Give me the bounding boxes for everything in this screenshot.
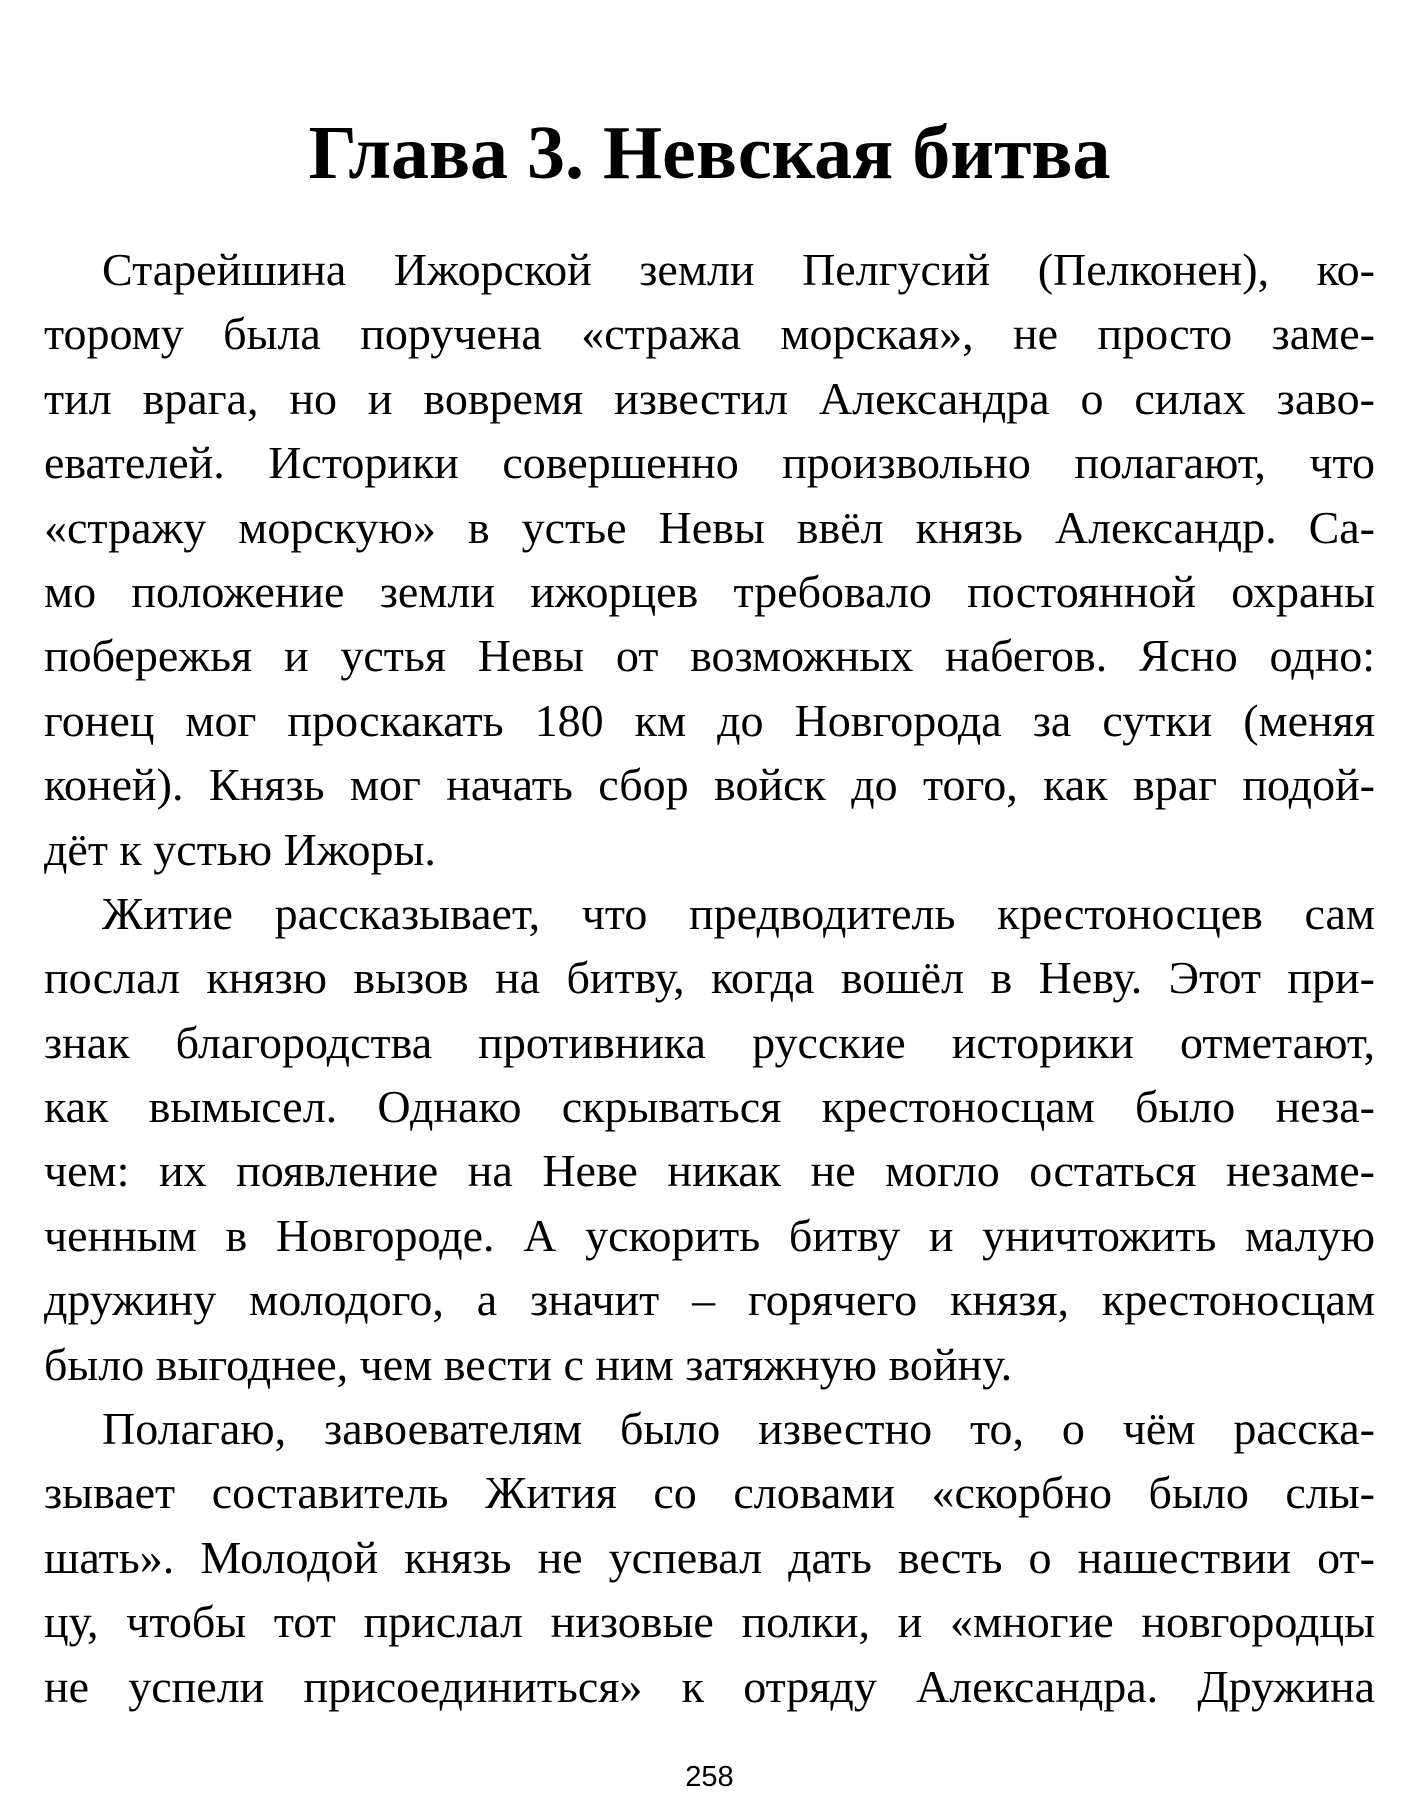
text-line: Полагаю, завоевателям было известно то, о чём расска-	[102, 1403, 1375, 1455]
text-line: зывает составитель Жития со словами «скорбно было слы-	[44, 1467, 1375, 1519]
paragraph-1	[44, 238, 1375, 882]
text-line: гонец мог проскакать 180 км до Новгорода за сутки (меняя	[44, 694, 1375, 746]
text-line: «стражу морскую» в устье Невы ввёл князь Александр. Са-	[44, 501, 1375, 553]
body-text	[44, 238, 1375, 1719]
text-line: мо положение земли ижорцев требовало постоянной охраны	[44, 565, 1375, 617]
text-line: тил врага, но и вовремя известил Александра о силах заво-	[44, 372, 1375, 424]
text-line: шать». Молодой князь не успевал дать весть о нашествии от-	[44, 1531, 1375, 1583]
paragraph-2	[44, 882, 1375, 1397]
chapter-title: Глава 3. Невская битва	[308, 111, 1111, 195]
text-line: дёт к устью Ижоры.	[44, 823, 436, 875]
text-line: торому была поручена «стража морская», не просто заме-	[44, 308, 1375, 360]
text-line: чем: их появление на Неве никак не могло остаться незаме-	[44, 1145, 1375, 1197]
text-line: дружину молодого, а значит – горячего князя, крестоносцам	[44, 1274, 1375, 1326]
page-number: 258	[685, 1761, 734, 1793]
text-line: цу, чтобы тот прислал низовые полки, и «многие новгородцы	[44, 1596, 1375, 1648]
book-page	[44, 0, 1375, 1807]
text-line: Старейшина Ижорской земли Пелгусий (Пелконен), ко-	[102, 244, 1375, 295]
text-line: послал князю вызов на битву, когда вошёл в Неву. Этот при-	[44, 952, 1375, 1004]
text-line: побережья и устья Невы от возможных набегов. Ясно одно:	[44, 630, 1375, 682]
text-line: Житие рассказывает, что предводитель крестоносцев сам	[102, 887, 1375, 939]
text-line: было выгоднее, чем вести с ним затяжную войну.	[44, 1338, 1013, 1390]
paragraph-3	[44, 1397, 1375, 1719]
text-line: коней). Князь мог начать сбор войск до того, как враг подой-	[44, 759, 1375, 811]
text-line: знак благородства противника русские историки отметают,	[44, 1016, 1375, 1068]
text-line: евателей. Историки совершенно произвольно полагают, что	[44, 437, 1375, 489]
text-line: не успели присоединиться» к отряду Александра. Дружина	[44, 1660, 1375, 1712]
text-line: ченным в Новгороде. А ускорить битву и уничтожить малую	[44, 1209, 1375, 1261]
text-line: как вымысел. Однако скрываться крестоносцам было неза-	[44, 1081, 1375, 1133]
